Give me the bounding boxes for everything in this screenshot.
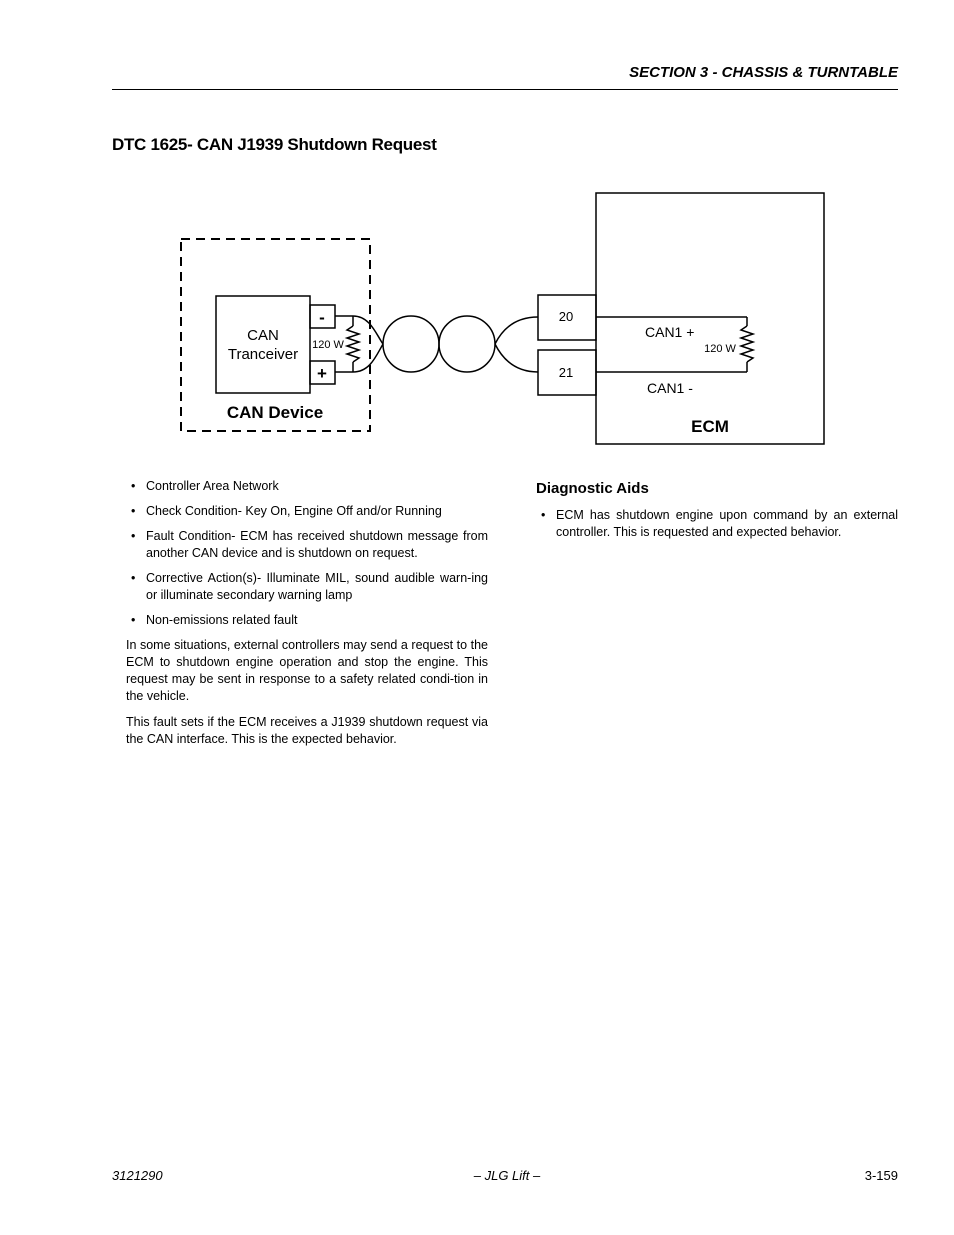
footer-page-number: 3-159 [864, 1168, 898, 1183]
body-paragraph: This fault sets if the ECM receives a J1939 shutdown request via the CAN interface. This is the expected behavior. [126, 715, 488, 746]
fault-info-list [126, 478, 488, 629]
minus-symbol: - [319, 308, 325, 327]
right-column [536, 478, 898, 549]
can1-plus-label: CAN1 + [645, 324, 695, 340]
wiring-diagram [0, 0, 954, 460]
section-header: SECTION 3 - CHASSIS & TURNTABLE [629, 64, 898, 81]
list-item: • Non-emissions related fault [131, 613, 298, 627]
diagnostic-aids-heading: Diagnostic Aids [536, 480, 649, 497]
list-item: • Fault Condition- ECM has received shutdown message from another CAN device and is shutdown on request. [131, 529, 488, 560]
can-device-label: CAN Device [226, 403, 324, 422]
footer-doc-number: 3121290 [112, 1168, 163, 1183]
ecm-label: ECM [691, 417, 729, 436]
list-item: • Controller Area Network [131, 479, 279, 493]
list-item: • Corrective Action(s)- Illuminate MIL, sound audible warn-ing or illuminate secondary warning lamp [131, 571, 488, 602]
list-item: • Check Condition- Key On, Engine Off and/or Running [131, 504, 442, 518]
plus-symbol: + [317, 364, 327, 383]
left-resistor [347, 326, 359, 362]
diagnostic-aids-list [536, 507, 898, 541]
twist-loop-1 [383, 316, 439, 372]
right-resistor [741, 326, 753, 362]
body-paragraph: In some situations, external controllers may send a request to the ECM to shutdown engine operation and stop the engine. This request may be sent in response to a safety related condi-tion in the vehicle. [126, 638, 488, 703]
pin-20-label: 20 [558, 309, 574, 324]
page-title: DTC 1625- CAN J1939 Shutdown Request [112, 135, 437, 154]
twist-loop-2 [439, 316, 495, 372]
tranceiver-label-2: Tranceiver [227, 346, 299, 363]
right-resistor-label: 120 W [704, 343, 736, 355]
tranceiver-label-1: CAN [247, 327, 279, 344]
can1-minus-label: CAN1 - [647, 380, 693, 396]
footer-brand: – JLG Lift – [473, 1168, 541, 1183]
left-column [126, 478, 488, 757]
pin-21-label: 21 [558, 365, 574, 380]
ecm-box [596, 193, 824, 444]
list-item: • ECM has shutdown engine upon command by an external controller. This is requested and expected behavior. [541, 508, 898, 539]
left-resistor-label: 120 W [312, 339, 344, 351]
tranceiver-box [216, 296, 310, 393]
